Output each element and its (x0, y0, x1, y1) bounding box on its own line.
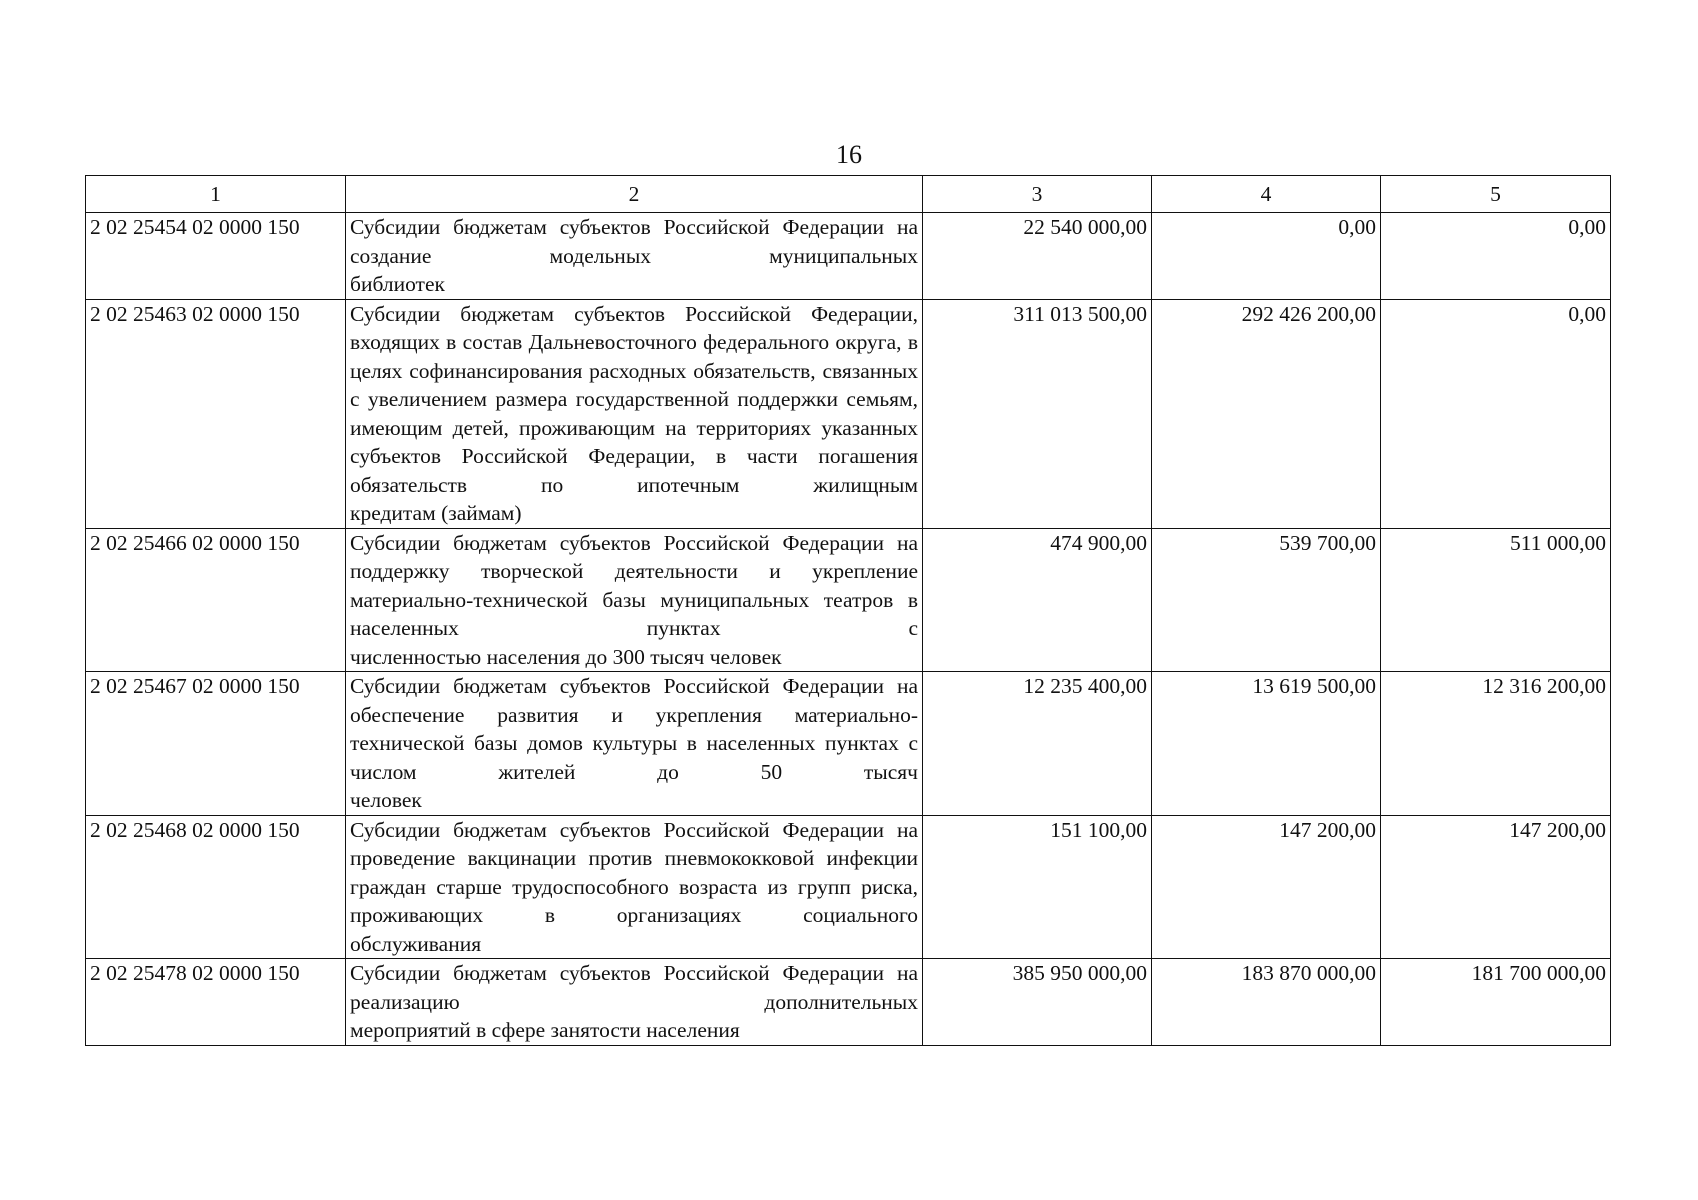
amount-col3-cell: 151 100,00 (923, 815, 1152, 959)
budget-code-cell: 2 02 25467 02 0000 150 (86, 672, 346, 816)
table-header (86, 176, 1611, 213)
description-cell (346, 672, 923, 816)
description-cell (346, 299, 923, 528)
amount-col3-cell: 385 950 000,00 (923, 959, 1152, 1046)
budget-code-cell: 2 02 25468 02 0000 150 (86, 815, 346, 959)
budget-code-cell: 2 02 25463 02 0000 150 (86, 299, 346, 528)
amount-col3-cell: 22 540 000,00 (923, 213, 1152, 300)
description-cell (346, 959, 923, 1046)
description-last-line: кредитам (займам) (350, 501, 522, 525)
description-text: Субсидии бюджетам субъектов Российской Федерации на обеспечение развития и укрепления материально-технической базы домов культуры в населенных пунктах с числом жителей до 50 тысяч (350, 674, 918, 784)
column-header-3: 3 (923, 176, 1152, 213)
table-row (86, 672, 1611, 816)
description-text: Субсидии бюджетам субъектов Российской Федерации, входящих в состав Дальневосточного федерального округа, в целях софинансирования расходных обязательств, связанных с увеличением размера государственной поддержки семьям, имеющим детей, проживающим на территориях указанных субъектов Российской Федерации, в части погашения обязательств по ипотечным жилищным (350, 301, 918, 497)
amount-col4-cell: 13 619 500,00 (1152, 672, 1381, 816)
table-body (86, 213, 1611, 1046)
column-header-1: 1 (86, 176, 346, 213)
table-row (86, 299, 1611, 528)
description-cell (346, 528, 923, 672)
amount-col4-cell: 147 200,00 (1152, 815, 1381, 959)
amount-col5-cell: 0,00 (1381, 299, 1611, 528)
amount-col5-cell: 181 700 000,00 (1381, 959, 1611, 1046)
amount-col4-cell: 0,00 (1152, 213, 1381, 300)
budget-code-cell: 2 02 25466 02 0000 150 (86, 528, 346, 672)
table-row (86, 959, 1611, 1046)
amount-col3-cell: 474 900,00 (923, 528, 1152, 672)
description-cell (346, 213, 923, 300)
amount-col3-cell: 12 235 400,00 (923, 672, 1152, 816)
amount-col5-cell: 511 000,00 (1381, 528, 1611, 672)
budget-table (85, 175, 1611, 1046)
column-header-5: 5 (1381, 176, 1611, 213)
column-header-2: 2 (346, 176, 923, 213)
budget-code-cell: 2 02 25478 02 0000 150 (86, 959, 346, 1046)
description-last-line: мероприятий в сфере занятости населения (350, 1018, 740, 1042)
amount-col3-cell: 311 013 500,00 (923, 299, 1152, 528)
description-last-line: библиотек (350, 272, 445, 296)
description-text: Субсидии бюджетам субъектов Российской Федерации на проведение вакцинации против пневмококковой инфекции граждан старше трудоспособного возраста из групп риска, проживающих в организациях социального (350, 817, 918, 927)
table-row (86, 815, 1611, 959)
description-last-line: численностью населения до 300 тысяч человек (350, 644, 782, 669)
amount-col5-cell: 147 200,00 (1381, 815, 1611, 959)
amount-col5-cell: 0,00 (1381, 213, 1611, 300)
table-row (86, 528, 1611, 672)
amount-col4-cell: 539 700,00 (1152, 528, 1381, 672)
amount-col4-cell: 183 870 000,00 (1152, 959, 1381, 1046)
header-row (86, 176, 1611, 213)
amount-col5-cell: 12 316 200,00 (1381, 672, 1611, 816)
page-number: 16 (836, 140, 862, 169)
column-header-4: 4 (1152, 176, 1381, 213)
table-row (86, 213, 1611, 300)
description-text: Субсидии бюджетам субъектов Российской Федерации на создание модельных муниципальных (350, 215, 918, 268)
budget-code-cell: 2 02 25454 02 0000 150 (86, 213, 346, 300)
description-text: Субсидии бюджетам субъектов Российской Федерации на реализацию дополнительных (350, 961, 918, 1014)
description-last-line: человек (350, 788, 422, 812)
description-text: Субсидии бюджетам субъектов Российской Федерации на поддержку творческой деятельности и укрепление материально-технической базы муниципальных театров в населенных пунктах с (350, 530, 918, 640)
description-last-line: обслуживания (350, 931, 482, 956)
description-cell (346, 815, 923, 959)
amount-col4-cell: 292 426 200,00 (1152, 299, 1381, 528)
